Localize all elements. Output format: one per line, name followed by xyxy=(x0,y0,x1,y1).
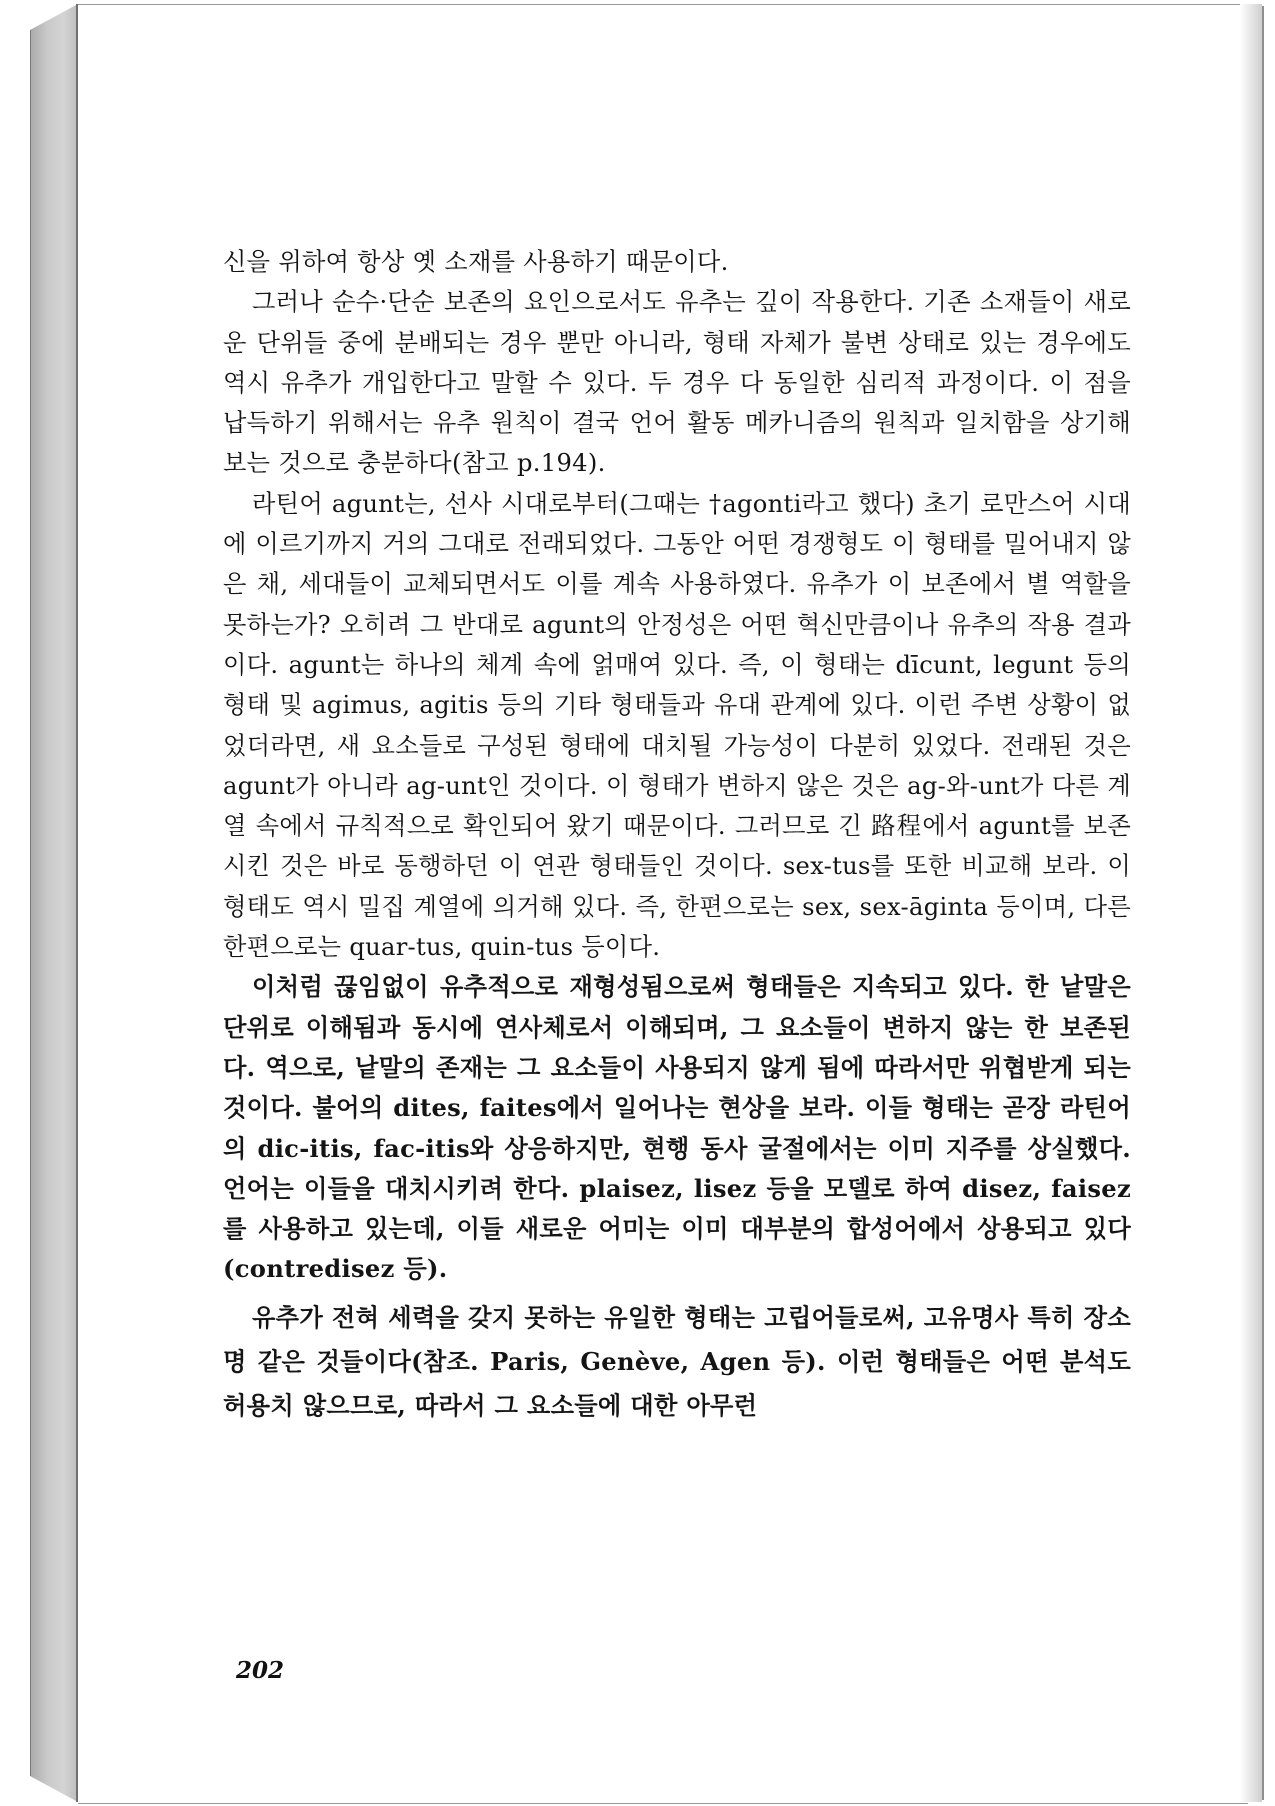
paragraph-5: 유추가 전혀 세력을 갖지 못하는 유일한 형태는 고립어들로써, 고유명사 특히 장소명 같은 것들이다(참조. Paris, Genève, Agen 등). 이런 형태들은 어떤 분석도 허용치 않으므로, 따라서 그 요소들에 대한 아무런 xyxy=(223,1302,1131,1420)
page-number: 202 xyxy=(236,1657,285,1684)
page-body xyxy=(223,242,1131,1428)
page-edge-line xyxy=(1262,6,1264,1800)
spine-outline xyxy=(30,30,31,1776)
page-edge-shadow xyxy=(1240,4,1262,1802)
book-spine xyxy=(30,4,78,1802)
paragraph-3: 라틴어 agunt는, 선사 시대로부터(그때는 †agonti라고 했다) 초기 로만스어 시대에 이르기까지 거의 그대로 전래되었다. 그동안 어떤 경쟁형도 이 형태를 밀어내지 않은 채, 세대들이 교체되면서도 이를 계속 사용하였다. 유추가 이 보존에서 별 역할을 못하는가? 오히려 그 반대로 agunt의 안정성은 어떤 혁신만큼이나 유추의 작용 결과이다. agunt는 하나의 체계 속에 얽매여 있다. 즉, 이 형태는 dīcunt, legunt 등의 형태 및 agimus, agitis 등의 기타 형태들과 유대 관계에 있다. 이런 주변 상황이 없었더라면, 새 요소들로 구성된 형태에 대치될 가능성이 다분히 있었다. 전래된 것은 agunt가 아니라 ag-unt인 것이다. 이 형태가 변하지 않은 것은 ag-와-unt가 다른 계열 속에서 규칙적으로 확인되어 왔기 때문이다. 그러므로 긴 路程에서 agunt를 보존시킨 것은 바로 동행하던 이 연관 형태들인 것이다. sex-tus를 또한 비교해 보라. 이 형태도 역시 밀집 계열에 의거해 있다. 즉, 한편으로는 sex, sex-āginta 등이며, 다른 한편으로는 quar-tus, quin-tus 등이다. xyxy=(223,489,1131,962)
paragraph-1: 신을 위하여 항상 옛 소재를 사용하기 때문이다. xyxy=(223,248,729,276)
paragraph-4: 이처럼 끊임없이 유추적으로 재형성됨으로써 형태들은 지속되고 있다. 한 낱말은 단위로 이해됨과 동시에 연사체로서 이해되며, 그 요소들이 변하지 않는 한 보존된다. 역으로, 낱말의 존재는 그 요소들이 사용되지 않게 됨에 따라서만 위협받게 되는 것이다. 불어의 dites, faites에서 일어나는 현상을 보라. 이들 형태는 곧장 라틴어의 dic-itis, fac-itis와 상응하지만, 현행 동사 굴절에서는 이미 지주를 상실했다. 언어는 이들을 대치시키려 한다. plaisez, lisez 등을 모델로 하여 disez, faisez를 사용하고 있는데, 이들 새로운 어미는 이미 대부분의 합성어에서 상용되고 있다(contredisez 등). xyxy=(223,972,1131,1284)
paragraph-2: 그러나 순수·단순 보존의 요인으로서도 유추는 깊이 작용한다. 기존 소재들이 새로운 단위들 중에 분배되는 경우 뿐만 아니라, 형태 자체가 불변 상태로 있는 경우에도 역시 유추가 개입한다고 말할 수 있다. 두 경우 다 동일한 심리적 과정이다. 이 점을 납득하기 위해서는 유추 원칙이 결국 언어 활동 메카니즘의 원칙과 일치함을 상기해 보는 것으로 충분하다(참고 p.194). xyxy=(223,288,1131,478)
